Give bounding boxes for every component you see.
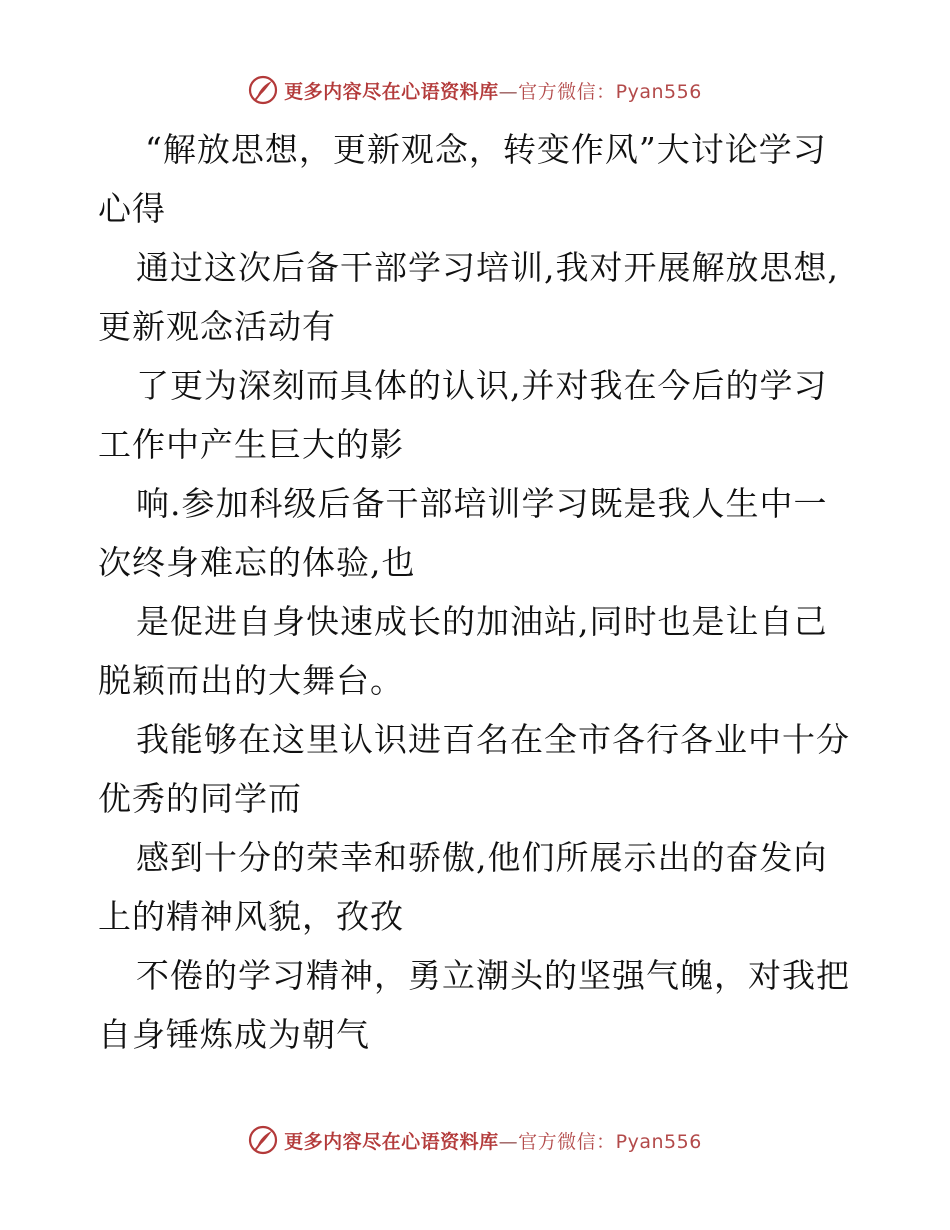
banner-label: 更多内容尽在心语资料库—官方微信：Pyan556 bbox=[284, 1130, 702, 1153]
document-body bbox=[98, 120, 858, 1064]
text-line: 优秀的同学而 bbox=[98, 779, 302, 818]
text-line: 自身锤炼成为朝气 bbox=[98, 1015, 370, 1054]
text-line: 工作中产生巨大的影 bbox=[98, 425, 404, 464]
text-line: 响.参加科级后备干部培训学习既是我人生中一 bbox=[136, 484, 828, 523]
quill-logo-icon bbox=[248, 75, 278, 105]
text-line: 是促进自身快速成长的加油站,同时也是让自己 bbox=[136, 602, 828, 641]
text-line: 脱颖而出的大舞台。 bbox=[98, 661, 404, 700]
quill-logo-icon bbox=[248, 1125, 278, 1155]
text-line: 我能够在这里认识进百名在全市各行各业中十分 bbox=[136, 720, 850, 759]
text-line: 不倦的学习精神，勇立潮头的坚强气魄，对我把 bbox=[136, 956, 850, 995]
text-line: 感到十分的荣幸和骄傲,他们所展示出的奋发向 bbox=[136, 838, 828, 877]
text-line: 更新观念活动有 bbox=[98, 307, 336, 346]
banner-label: 更多内容尽在心语资料库—官方微信：Pyan556 bbox=[284, 80, 702, 103]
text-line: 通过这次后备干部学习培训,我对开展解放思想, bbox=[136, 248, 839, 287]
title-line-1: “解放思想，更新观念，转变作风”大讨论学习 bbox=[145, 130, 827, 169]
text-line: 上的精神风貌，孜孜 bbox=[98, 897, 404, 936]
text-line: 了更为深刻而具体的认识,并对我在今后的学习 bbox=[136, 366, 828, 405]
text-line: 次终身难忘的体验,也 bbox=[98, 543, 416, 582]
title-line-2: 心得 bbox=[98, 189, 166, 228]
header-banner bbox=[0, 70, 950, 110]
footer-banner bbox=[0, 1120, 950, 1160]
